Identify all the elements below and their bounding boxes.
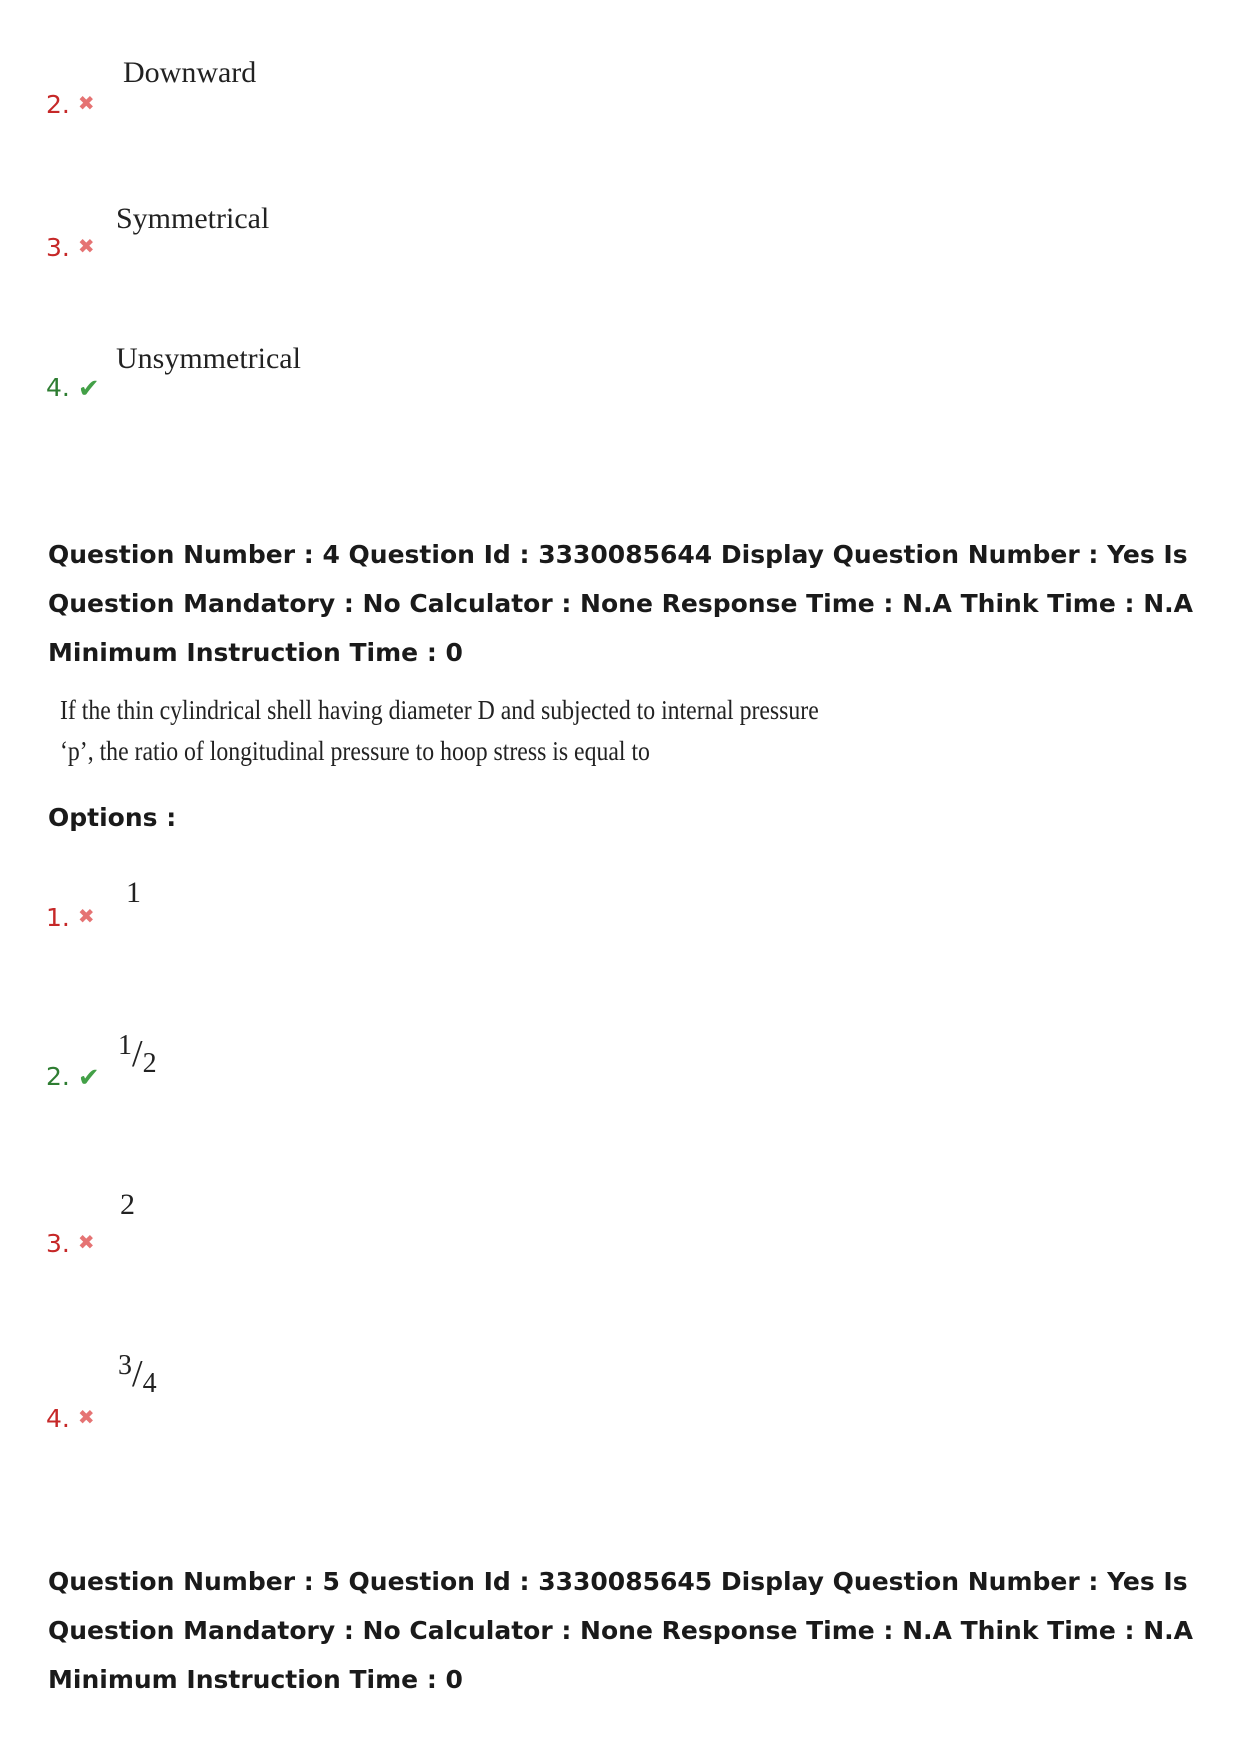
option-fraction bbox=[118, 1350, 157, 1399]
option-number bbox=[46, 1062, 100, 1093]
option-number bbox=[46, 373, 100, 404]
option-number bbox=[46, 1227, 95, 1259]
option-fraction bbox=[118, 1030, 157, 1079]
fraction-slash: / bbox=[132, 1353, 143, 1395]
option-text: Symmetrical bbox=[116, 202, 270, 235]
question-meta: Question Number : 5 Question Id : 3330085645 Display Question Number : Yes Is Question Mandatory : No Calculator : None Response Time : N.A Think Time : N.A Minimum Instruction Time : 0 bbox=[48, 1567, 1193, 1694]
option-number-label: 4. bbox=[46, 373, 70, 402]
fraction-numerator: 1 bbox=[118, 1030, 132, 1061]
option-number-label: 3. bbox=[46, 233, 70, 262]
option-number bbox=[46, 901, 95, 933]
question-text: If the thin cylindrical shell having diameter D and subjected to internal pressure ‘p’, the ratio of longitudinal pressure to hoop stress is equal to bbox=[60, 695, 819, 766]
option-number bbox=[46, 88, 95, 120]
fraction-slash: / bbox=[132, 1033, 143, 1075]
cross-icon: ✖ bbox=[77, 1405, 95, 1429]
option-text: 2 bbox=[120, 1188, 135, 1221]
option-number bbox=[46, 231, 95, 263]
cross-icon: ✖ bbox=[77, 1230, 95, 1254]
check-icon: ✔ bbox=[77, 374, 100, 404]
option-number-label: 2. bbox=[46, 90, 70, 119]
question-meta: Question Number : 4 Question Id : 3330085644 Display Question Number : Yes Is Question Mandatory : No Calculator : None Response Time : N.A Think Time : N.A Minimum Instruction Time : 0 bbox=[48, 540, 1193, 667]
option-number-label: 2. bbox=[46, 1062, 70, 1091]
fraction-denominator: 2 bbox=[142, 1048, 157, 1079]
option-text: 1 bbox=[126, 876, 141, 909]
option-number bbox=[46, 1402, 95, 1434]
cross-icon: ✖ bbox=[77, 91, 95, 115]
fraction-numerator: 3 bbox=[118, 1350, 132, 1381]
option-number-label: 1. bbox=[46, 903, 70, 932]
fraction-denominator: 4 bbox=[142, 1368, 157, 1399]
option-number-label: 3. bbox=[46, 1229, 70, 1258]
option-number-label: 4. bbox=[46, 1404, 70, 1433]
cross-icon: ✖ bbox=[77, 234, 95, 258]
check-icon: ✔ bbox=[77, 1063, 100, 1093]
option-text: Downward bbox=[123, 56, 257, 89]
options-label: Options : bbox=[48, 803, 177, 832]
cross-icon: ✖ bbox=[77, 904, 95, 928]
option-text: Unsymmetrical bbox=[116, 342, 301, 375]
